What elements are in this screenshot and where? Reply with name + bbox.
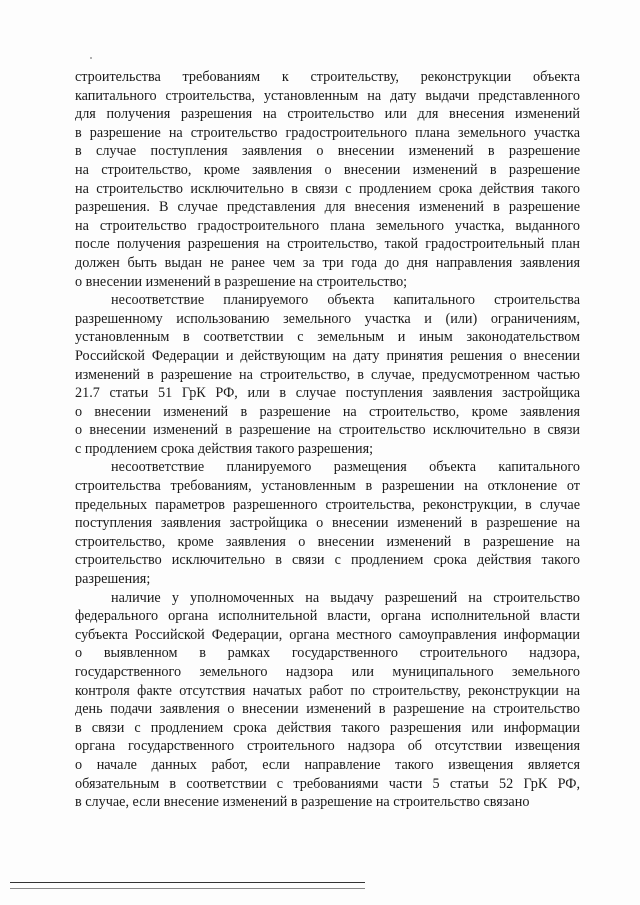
text-line: о начале данных работ, если направление такого извещения является (75, 756, 580, 773)
text-line: с продлением срока действия такого разрешения; (75, 440, 374, 457)
text-line: на строительство исключительно в связи с продлением срока действия такого (75, 180, 580, 197)
text-line: установленным в соответствии с земельным и иным законодательством (75, 329, 580, 346)
text-line: несоответствие планируемого объекта капитального строительства (111, 292, 580, 309)
text-line: строительство исключительно в связи с продлением срока действия такого (75, 552, 580, 569)
paragraph (75, 458, 580, 588)
paragraph (75, 68, 580, 291)
text-line: разрешенному использованию земельного участка и (или) ограничениям, (75, 310, 580, 327)
text-line: контроля факте отсутствия начатых работ по строительству, реконструкции на (75, 682, 580, 699)
text-line: строительства требованиям, установленным в разрешении на отклонение от (75, 478, 580, 495)
text-line: строительство, кроме заявления о внесении изменений в разрешение на (75, 533, 580, 550)
text-line: Российской Федерации и действующим на дату принятия решения о внесении (75, 347, 580, 364)
text-line: о внесении изменений в разрешение на строительство; (75, 273, 408, 290)
text-line: государственного земельного надзора или муниципального земельного (75, 664, 580, 680)
text-line: в случае поступления заявления о внесении изменений в разрешение (75, 143, 580, 160)
text-line: в связи с продлением срока действия такого разрешения или информации (75, 719, 580, 736)
text-line: федерального органа исполнительной власти, органа исполнительной власти (75, 608, 580, 625)
text-line: о выявленном в рамках государственного строительного надзора, (75, 645, 580, 662)
text-line: в разрешение на строительство градостроительного плана земельного участка (75, 124, 580, 141)
scan-speck (90, 57, 92, 59)
text-line: изменений в разрешение на строительство, в случае, предусмотренном частью (75, 366, 580, 383)
text-line: поступления заявления застройщика о внесении изменений в разрешение на (75, 515, 580, 532)
text-line: органа государственного строительного надзора об отсутствии извещения (75, 738, 580, 755)
text-line: на строительство, кроме заявления о внесении изменений в разрешение (75, 161, 580, 178)
paragraph (75, 291, 580, 458)
text-line: разрешения; (75, 571, 151, 588)
text-line: о внесении изменений в разрешение на строительство исключительно в связи (75, 422, 580, 439)
text-line: предельных параметров разрешенного строительства, реконструкции, в случае (75, 496, 580, 513)
paragraph (75, 589, 580, 812)
footer-rule-secondary (10, 888, 365, 889)
text-line: день подачи заявления о внесении изменений в разрешение на строительство (75, 701, 580, 718)
document-body (75, 68, 580, 812)
text-line: должен быть выдан не ранее чем за три года до дня направления заявления (75, 254, 580, 271)
text-line: 21.7 статьи 51 ГрК РФ, или в случае поступления заявления застройщика (75, 385, 580, 402)
text-line: о внесении изменений в разрешение на строительство, кроме заявления (75, 403, 580, 420)
text-line: на строительство градостроительного плана земельного участка, выданного (75, 217, 580, 234)
text-line: субъекта Российской Федерации, органа местного самоуправления информации (75, 626, 580, 643)
text-line: разрешения. В случае представления для внесения изменений в разрешение (75, 199, 580, 216)
text-line: строительства требованиям к строительству, реконструкции объекта (75, 69, 580, 85)
text-line: после получения разрешения на строительство, такой градостроительный план (75, 236, 580, 253)
text-line: несоответствие планируемого размещения объекта капитального (111, 459, 580, 476)
text-line: наличие у уполномоченных на выдачу разрешений на строительство (111, 589, 580, 606)
text-line: для получения разрешения на строительство или для внесения изменений (75, 106, 580, 123)
footer-rule (10, 882, 365, 883)
text-line: обязательным в соответствии с требованиями части 5 статьи 52 ГрК РФ, (75, 775, 580, 792)
text-line: капитального строительства, установленным на дату выдачи представленного (75, 87, 580, 104)
text-line: в случае, если внесение изменений в разрешение на строительство связано (75, 794, 530, 811)
